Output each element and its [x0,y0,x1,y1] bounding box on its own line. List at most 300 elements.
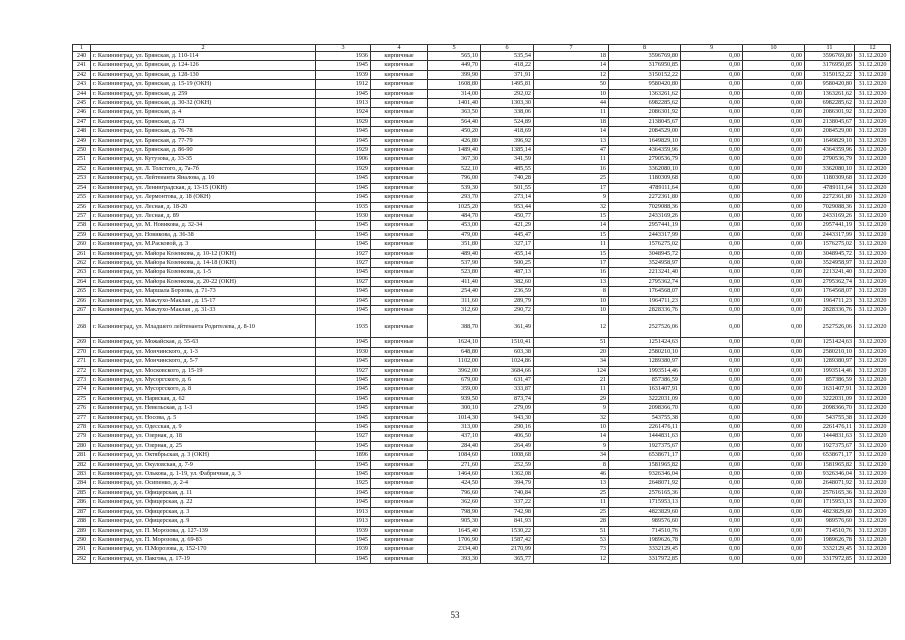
table-cell: 15 [534,249,609,258]
column-number-cell: 11 [805,45,855,52]
table-row [73,174,891,183]
table-cell: 0,00 [743,89,805,98]
table-cell: 2138045,67 [805,117,855,126]
table-cell: 0,00 [681,268,743,277]
table-cell: 0,00 [743,117,805,126]
table-cell: 1495,81 [481,80,534,89]
table-cell: 1014,30 [428,413,481,422]
table-cell: 31.12.2020 [855,183,891,192]
table-cell: 263 [73,268,91,277]
table-cell: 1945 [316,221,371,230]
table-cell: 14 [534,61,609,70]
table-cell: 0,00 [681,70,743,79]
table-cell: 273 [73,376,91,385]
table-cell: 9580420,80 [805,80,855,89]
table-cell: 3176950,85 [609,61,681,70]
table-cell: г. Калининград, ул. Мончинского, д. 5-7 [91,357,316,366]
table-cell: 292 [73,554,91,563]
table-cell: 0,00 [681,136,743,145]
table-cell: 0,00 [743,376,805,385]
table-cell: 0,00 [743,287,805,296]
table-cell: 31.12.2020 [855,394,891,403]
table-cell: 0,00 [743,70,805,79]
table-cell: 7029088,36 [805,202,855,211]
table-cell: 742,98 [481,507,534,516]
table-cell: 2213241,40 [609,268,681,277]
table-row [73,488,891,497]
table-cell: 539,30 [428,183,481,192]
table-cell: 1587,42 [481,535,534,544]
table-cell: 798,90 [428,507,481,516]
table-cell: 1363261,62 [805,89,855,98]
table-cell: 0,00 [743,136,805,145]
table-cell: 31.12.2020 [855,240,891,249]
table-cell: 262 [73,258,91,267]
table-cell: 2334,40 [428,545,481,554]
table-cell: 1896 [316,451,371,460]
table-cell: 256 [73,202,91,211]
table-row [73,432,891,441]
table-row [73,376,891,385]
table-cell: 1945 [316,413,371,422]
table-cell: 1649829,10 [805,136,855,145]
table-cell: 0,00 [681,174,743,183]
table-cell: 292,02 [481,89,534,98]
table-cell: кирпичные [371,488,428,497]
table-cell: 12 [534,554,609,563]
table-cell: 53 [534,535,609,544]
table-cell: 18 [534,117,609,126]
table-cell: 0,00 [681,385,743,394]
column-number-cell: 9 [681,45,743,52]
table-row [73,338,891,347]
table-cell: 0,00 [743,394,805,403]
table-cell: 1945 [316,441,371,450]
table-cell: 0,00 [681,347,743,356]
table-cell: 0,00 [681,432,743,441]
table-cell: г. Калининград, ул. М.Расковой, д. 3 [91,240,316,249]
table-cell: 31.12.2020 [855,507,891,516]
table-cell: 32 [534,413,609,422]
table-row [73,554,891,563]
table-cell: 31.12.2020 [855,479,891,488]
table-cell: кирпичные [371,535,428,544]
table-cell: 1764568,07 [805,287,855,296]
table-cell: 25 [534,507,609,516]
table-row [73,315,891,338]
table-cell: г. Калининград, ул. Маршала Борзова, д. 71-73 [91,287,316,296]
table-cell: 2795362,74 [805,277,855,286]
table-cell: 450,20 [428,127,481,136]
table-cell: 2580210,10 [609,347,681,356]
table-cell: 31.12.2020 [855,385,891,394]
table-row [73,221,891,230]
table-cell: 0,00 [743,296,805,305]
table-cell: 0,00 [743,347,805,356]
table-cell: 0,00 [681,146,743,155]
table-cell: 31.12.2020 [855,287,891,296]
table-cell: 2957441,19 [805,221,855,230]
table-cell: 1913 [316,517,371,526]
table-cell: 1927375,67 [609,441,681,450]
table-cell: 0,00 [743,404,805,413]
table-cell: 51 [534,526,609,535]
table-cell: 0,00 [743,451,805,460]
table-cell: 254,40 [428,287,481,296]
table-cell: г. Калининград, ул. Нарвская, д. 62 [91,394,316,403]
table-cell: 338,06 [481,108,534,117]
table-cell: 2790536,79 [805,155,855,164]
table-cell: 0,00 [681,535,743,544]
table-cell: 1927 [316,258,371,267]
table-cell: 0,00 [681,117,743,126]
table-cell: г. Калининград, ул. Маклухо-Маклая , д. 15-17 [91,296,316,305]
table-cell: 1945 [316,305,371,314]
document-sheet [72,44,887,564]
table-cell: 424,50 [428,479,481,488]
table-cell: 396,92 [481,136,534,145]
table-cell: 31.12.2020 [855,296,891,305]
table-cell: 341,59 [481,155,534,164]
table-cell: 2957441,19 [609,221,681,230]
table-cell: 31.12.2020 [855,498,891,507]
table-cell: 0,00 [681,517,743,526]
table-row [73,451,891,460]
table-cell: 1945 [316,470,371,479]
table-cell: 0,00 [681,80,743,89]
table-cell: кирпичные [371,277,428,286]
table-cell: 523,80 [428,268,481,277]
table-cell: кирпичные [371,80,428,89]
table-cell: г. Калининград, ул. Младшего лейтенанта Родителева, д. 8-10 [91,315,316,338]
table-cell: 32 [534,202,609,211]
table-row [73,61,891,70]
table-cell: 0,00 [743,52,805,61]
table-cell: 361,49 [481,315,534,338]
table-cell: 313,00 [428,423,481,432]
table-cell: кирпичные [371,545,428,554]
table-cell: 1024,86 [481,357,534,366]
table-cell: 455,14 [481,249,534,258]
table-cell: 3317972,85 [805,554,855,563]
table-cell: 13 [534,136,609,145]
table-cell: 989576,60 [805,517,855,526]
table-cell: 14 [534,127,609,136]
table-cell: 0,00 [681,404,743,413]
table-cell: 2272361,80 [609,193,681,202]
table-cell: 2261476,11 [609,423,681,432]
table-cell: 34 [534,357,609,366]
table-cell: 1649829,10 [609,136,681,145]
table-cell: 18 [534,52,609,61]
table-cell: 0,00 [681,338,743,347]
table-cell: 1945 [316,357,371,366]
table-cell: кирпичные [371,258,428,267]
table-cell: 31.12.2020 [855,211,891,220]
table-cell: 1927 [316,432,371,441]
table-cell: 0,00 [743,155,805,164]
table-cell: 1989626,78 [805,535,855,544]
table-cell: 1993514,46 [609,366,681,375]
table-cell: кирпичные [371,127,428,136]
table-cell: кирпичные [371,366,428,375]
table-cell: 0,00 [681,470,743,479]
table-cell: 362,60 [428,498,481,507]
table-cell: 1945 [316,240,371,249]
table-cell: 31.12.2020 [855,470,891,479]
table-cell: 31.12.2020 [855,423,891,432]
table-cell: 0,00 [681,545,743,554]
table-cell: 11 [534,155,609,164]
table-cell: 25 [534,174,609,183]
table-cell: 0,00 [743,99,805,108]
table-cell: г. Калининград, ул. Можайская, д. 55-63 [91,338,316,347]
table-cell: 2828336,76 [805,305,855,314]
table-cell: г. Калининград, ул. Майора Козенкова, д. 10-12 (ОКН) [91,249,316,258]
table-cell: кирпичные [371,268,428,277]
table-cell: 0,00 [743,545,805,554]
table-cell: 0,00 [743,221,805,230]
table-cell: 252,59 [481,460,534,469]
table-cell: 31.12.2020 [855,545,891,554]
table-cell: 2527526,06 [805,315,855,338]
table-cell: 13 [534,479,609,488]
table-cell: 1576275,02 [805,240,855,249]
table-cell: 0,00 [681,526,743,535]
table-cell: 1715953,13 [805,498,855,507]
table-cell: 359,00 [428,385,481,394]
table-cell: 857386,59 [609,376,681,385]
table-cell: 796,60 [428,488,481,497]
table-cell: 2576165,36 [609,488,681,497]
table-cell: 1631407,91 [805,385,855,394]
table-cell: 0,00 [743,338,805,347]
table-cell: 1913 [316,99,371,108]
table-cell: 0,00 [743,305,805,314]
table-cell: 1945 [316,127,371,136]
table-cell: 1362,08 [481,470,534,479]
table-cell: 243 [73,80,91,89]
table-cell: 6982285,62 [609,99,681,108]
table-cell: 2648071,92 [609,479,681,488]
table-cell: 2213241,40 [805,268,855,277]
table-cell: кирпичные [371,413,428,422]
table-cell: 714510,76 [609,526,681,535]
table-cell: 31.12.2020 [855,89,891,98]
table-cell: 290 [73,535,91,544]
table-cell: кирпичные [371,202,428,211]
table-cell: 2828336,76 [609,305,681,314]
table-cell: 289 [73,526,91,535]
table-cell: 0,00 [681,554,743,563]
table-cell: 0,00 [681,99,743,108]
table-cell: кирпичные [371,117,428,126]
table-cell: 0,00 [743,193,805,202]
table-row [73,268,891,277]
table-cell: 31.12.2020 [855,535,891,544]
table-cell: 399,90 [428,70,481,79]
table-cell: г. Калининград, ул. Брянская, д. 4 [91,108,316,117]
table-cell: 31.12.2020 [855,70,891,79]
table-cell: 3150152,22 [805,70,855,79]
table-cell: 3684,66 [481,366,534,375]
table-cell: 0,00 [743,108,805,117]
table-cell: 286 [73,498,91,507]
table-row [73,479,891,488]
table-cell: 3596769,80 [609,52,681,61]
table-cell: 1945 [316,136,371,145]
table-cell: 2648071,92 [805,479,855,488]
table-cell: 1930 [316,211,371,220]
table-cell: 312,60 [428,305,481,314]
table-row [73,136,891,145]
table-cell: г. Калининград, ул. Олькова, д. 1-19, ул. Фабричная, д. 3 [91,470,316,479]
table-cell: 9326346,04 [609,470,681,479]
table-cell: 2443317,99 [609,230,681,239]
table-cell: 253 [73,174,91,183]
table-cell: г. Калининград, ул. Майора Козенкова, д. 1-5 [91,268,316,277]
table-cell: 34 [534,451,609,460]
table-cell: г. Калининград, ул. Лесная, д. 18-20 [91,202,316,211]
table-cell: г. Калининград, ул. Кутузова, д. 33-35 [91,155,316,164]
table-cell: кирпичные [371,385,428,394]
table-cell: г. Калининград, ул. Лейтенанта Яналова, д. 10 [91,174,316,183]
table-cell: 489,40 [428,249,481,258]
table-cell: г. Калининград, ул. Лесная, д. 89 [91,211,316,220]
table-cell: кирпичные [371,315,428,338]
column-number-header-row [73,45,891,52]
table-cell: 0,00 [681,127,743,136]
table-cell: 31.12.2020 [855,61,891,70]
table-cell: 273,14 [481,193,534,202]
table-cell: 0,00 [681,366,743,375]
table-cell: 1303,30 [481,99,534,108]
table-cell: 12 [534,70,609,79]
table-cell: 0,00 [743,535,805,544]
table-cell: 0,00 [681,305,743,314]
table-cell: 31.12.2020 [855,488,891,497]
table-cell: 11 [534,385,609,394]
table-cell: кирпичные [371,470,428,479]
table-cell: кирпичные [371,517,428,526]
table-cell: кирпичные [371,240,428,249]
table-cell: 0,00 [681,193,743,202]
table-cell: г. Калининград, ул. Мусоргского, д. 8 [91,385,316,394]
table-cell: 0,00 [743,507,805,516]
table-cell: 1945 [316,193,371,202]
table-cell: 3176950,85 [805,61,855,70]
table-cell: 1913 [316,507,371,516]
table-cell: 6538671,17 [609,451,681,460]
column-number-cell: 10 [743,45,805,52]
table-cell: 0,00 [681,498,743,507]
table-cell: 251 [73,155,91,164]
table-row [73,146,891,155]
table-cell: 3222031,09 [609,394,681,403]
table-cell: 0,00 [743,315,805,338]
table-cell: 0,00 [681,164,743,173]
column-number-cell: 12 [855,45,891,52]
table-cell: 13 [534,277,609,286]
table-cell: 31.12.2020 [855,413,891,422]
table-cell: 0,00 [681,488,743,497]
table-cell: 249 [73,136,91,145]
table-cell: 351,80 [428,240,481,249]
table-cell: 258 [73,221,91,230]
table-cell: кирпичные [371,347,428,356]
table-cell: 284 [73,479,91,488]
table-cell: 260 [73,240,91,249]
table-cell: 2170,99 [481,545,534,554]
table-cell: кирпичные [371,498,428,507]
table-cell: кирпичные [371,70,428,79]
table-cell: 9326346,04 [805,470,855,479]
table-cell: 3962,00 [428,366,481,375]
table-cell: 31.12.2020 [855,357,891,366]
table-cell: 1929 [316,117,371,126]
table-cell: кирпичные [371,338,428,347]
page-number: 53 [450,610,460,620]
table-cell: 269 [73,338,91,347]
table-cell: г. Калининград, ул. Московского, д. 15-19 [91,366,316,375]
table-cell: 0,00 [743,249,805,258]
table-cell: 0,00 [681,230,743,239]
table-cell: 0,00 [743,423,805,432]
table-cell: 272 [73,366,91,375]
table-cell: 1939 [316,545,371,554]
table-cell: 274 [73,385,91,394]
table-cell: 311,60 [428,296,481,305]
table-cell: кирпичные [371,221,428,230]
table-cell: 6538671,17 [805,451,855,460]
column-number-cell: 8 [609,45,681,52]
table-cell: 0,00 [743,127,805,136]
column-number-cell: 1 [73,45,91,52]
table-row [73,117,891,126]
table-cell: 270 [73,347,91,356]
table-cell: 0,00 [743,479,805,488]
table-cell: 31.12.2020 [855,99,891,108]
table-row [73,305,891,314]
table-cell: 565,10 [428,52,481,61]
table-cell: кирпичные [371,230,428,239]
table-row [73,357,891,366]
table-cell: г. Калининград, ул. Офицерская, д. 11 [91,488,316,497]
table-cell: 1945 [316,174,371,183]
table-cell: г. Калининград, ул. Невельская, д. 1-3 [91,404,316,413]
table-cell: 989576,60 [609,517,681,526]
table-cell: 1989626,78 [609,535,681,544]
table-cell: 241 [73,61,91,70]
table-cell: 393,30 [428,554,481,563]
table-cell: 283 [73,470,91,479]
table-cell: 31.12.2020 [855,366,891,375]
table-cell: 46 [534,470,609,479]
table-cell: 3048945,72 [609,249,681,258]
table-cell: 0,00 [681,249,743,258]
table-cell: кирпичные [371,99,428,108]
table-row [73,287,891,296]
table-cell: 314,00 [428,89,481,98]
table-cell: 15 [534,211,609,220]
table-cell: 252 [73,164,91,173]
table-cell: 543755,38 [805,413,855,422]
column-number-cell: 2 [91,45,316,52]
table-cell: 0,00 [681,296,743,305]
table-cell: 31.12.2020 [855,155,891,164]
table-row [73,470,891,479]
table-cell: 0,00 [681,357,743,366]
